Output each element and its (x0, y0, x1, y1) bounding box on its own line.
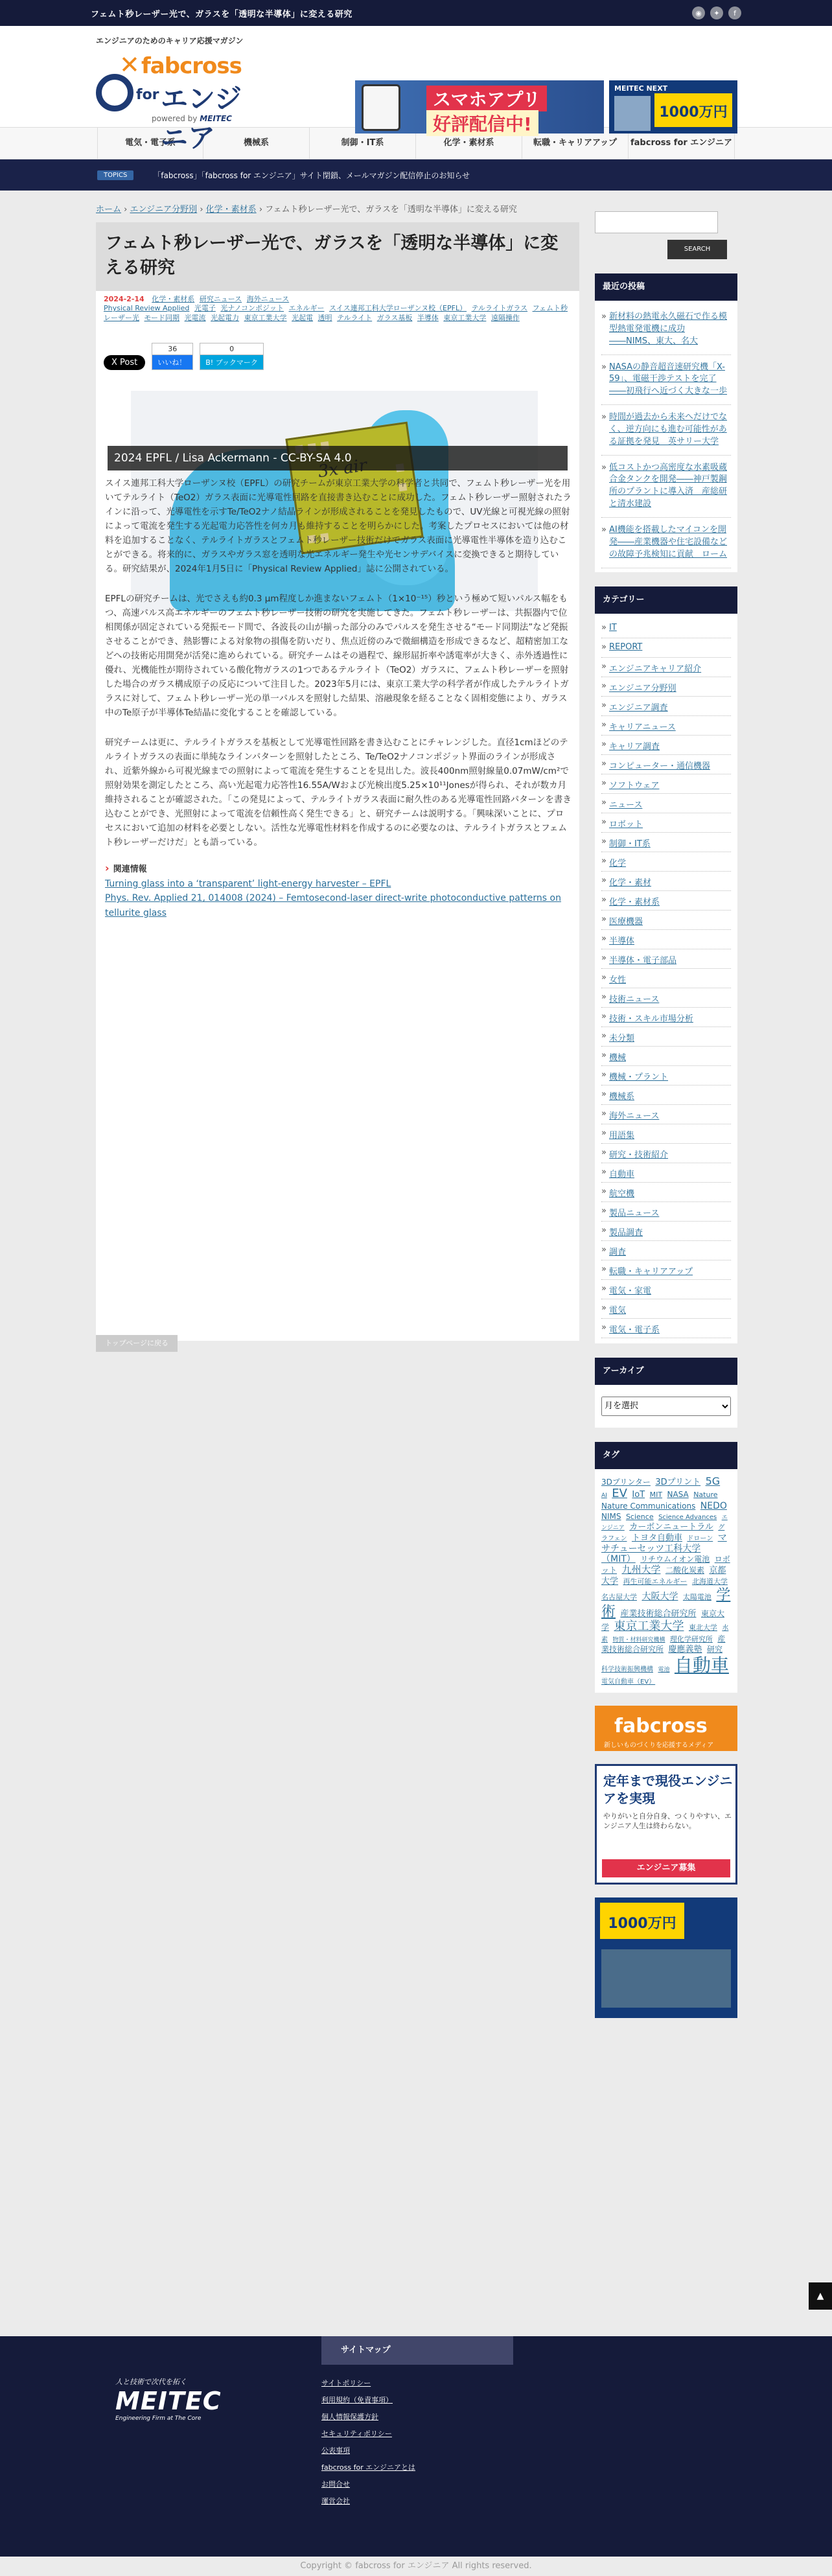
category-link[interactable]: 機械 (609, 1052, 627, 1063)
salary-ad[interactable] (595, 1897, 737, 2018)
list-item (601, 638, 731, 658)
search-input[interactable] (595, 211, 718, 233)
tag-link[interactable]: 科学技術振興機構 (601, 1665, 653, 1673)
category-link[interactable]: 調査 (609, 1247, 627, 1257)
paragraph: スイス連邦工科大学ローザンヌ校（EPFL）の研究チームが東京工業大学の科学者と共同で、フェムト秒レーザー光を用いてテルライト（TeO2）ガラス表面に光導電性回路を直接書き込むことに成功した。フェムト秒レーザー照射されたラインに沿って、光導電性を示すTe/TeO2ナノ結晶ラインが形成されることを発見したもので、UV光線と可視光線の照射によって電流を発生する光起電力応答性を何カ月も維持することを明らかにした。考案したプロセスにおいては他の材料を追加することなく、テルライトガラスとフェムト秒レーザー技術だけでガラス表面に光導電性半導体を造り込むことができる。将来的に、ガラスやガラス窓を透明な光エネルギー発生や光センサデバイスに変換できると期待している。研究結果が、2024年1月5日に「Physical Review Applied」誌に公開されている。 (105, 478, 572, 574)
tag-link[interactable]: 東北大学 (688, 1623, 717, 1632)
topics-ticker (0, 159, 832, 191)
footer-meitec: MEITEC (115, 2387, 222, 2415)
list-item (601, 456, 731, 518)
category-link[interactable]: ニュース (609, 800, 643, 810)
tag-link[interactable]: Science (625, 1513, 654, 1522)
tag-link[interactable]: 5G (705, 1474, 721, 1487)
category-link[interactable]: 海外ニュース (609, 1111, 660, 1121)
list-item (601, 1105, 731, 1124)
list-item (601, 1241, 731, 1260)
list-item (601, 891, 731, 911)
tag-link[interactable]: 3Dプリント (655, 1477, 701, 1487)
footer-link[interactable]: セキュリティポリシー (321, 2430, 392, 2438)
category-link[interactable]: 研究・技術紹介 (609, 1150, 669, 1160)
logo-for: for (136, 87, 159, 103)
category-link[interactable]: 機械・プラント (609, 1072, 669, 1082)
tag-link[interactable]: 産業技術総合研究所 (620, 1608, 697, 1619)
breadcrumb-current: フェムト秒レーザー光で、ガラスを「透明な半導体」に変える研究 (265, 205, 517, 215)
sitemap-heading: サイトマップ (321, 2336, 513, 2365)
logo-engineer: エンジニア (161, 83, 242, 154)
tag-link[interactable]: 東京大学 (601, 1608, 724, 1632)
tag-link[interactable]: 自動車 (674, 1654, 729, 1676)
category-link[interactable]: 制御・IT系 (609, 839, 651, 849)
list-item (601, 930, 731, 949)
topics-badge: TOPICS (97, 170, 133, 180)
list-item (601, 1027, 731, 1047)
list-item (601, 988, 731, 1008)
post-meta (96, 291, 579, 328)
search-button[interactable]: SEARCH (667, 240, 727, 259)
list-item (601, 813, 731, 833)
tag-link[interactable]: Nature Communications (601, 1502, 696, 1511)
tag-link[interactable]: Science Advances (658, 1514, 717, 1522)
rss-icon[interactable]: ◉ (692, 6, 705, 19)
category-link[interactable]: エンジニア分野別 (609, 683, 676, 693)
tag-link[interactable]: NASA (667, 1490, 689, 1500)
tag-link[interactable]: テルライト (337, 314, 373, 323)
tag-link[interactable]: 電池 (658, 1666, 670, 1673)
tag-link[interactable]: 九州大学 (621, 1564, 661, 1576)
tag-link[interactable]: カーボンニュートラル (629, 1522, 713, 1533)
category-link[interactable]: キャリア調査 (609, 741, 660, 752)
post-date: 2024-2-14 (104, 294, 144, 303)
tag-link[interactable]: 京都大学 (601, 1566, 726, 1587)
salary-ad-amount: 1000万円 (600, 1903, 684, 1939)
category-link[interactable]: 電気・電子系 (609, 1325, 660, 1335)
category-link[interactable]: 未分類 (609, 1033, 635, 1043)
archive-widget (595, 1385, 737, 1428)
list-item (601, 949, 731, 969)
tag-link[interactable]: グラフェン (601, 1524, 725, 1543)
category-link[interactable]: 医療機器 (609, 916, 643, 927)
footer-slogan: 人と技術で次代を拓く (115, 2378, 187, 2386)
recent-post-link[interactable]: 時間が過去から未来へだけでなく、逆方向にも進む可能性がある証拠を発見 英サリー大学 (609, 412, 728, 447)
category-list (595, 614, 737, 1343)
list-item (601, 1299, 731, 1319)
tag-link[interactable]: Physical Review Applied (104, 304, 190, 313)
tag-link[interactable]: 光起電 (292, 314, 314, 323)
tag-link[interactable]: Nature (693, 1491, 718, 1500)
tag-link[interactable]: 東京工業大学 (443, 314, 487, 323)
tag-link[interactable]: ガラス基板 (376, 314, 413, 323)
tag-link[interactable]: 水素 (601, 1624, 729, 1643)
tag-link[interactable]: 物質・材料研究機構 (612, 1636, 665, 1643)
tag-list (104, 304, 572, 323)
facebook-like-button[interactable]: いいね！ (152, 355, 192, 369)
tag-link[interactable]: 電気自動車（EV） (601, 1678, 656, 1686)
fabcross-ad-sub: 新しいものづくりを応援するメディア (604, 1741, 714, 1749)
logo-meitec: MEITEC (200, 114, 232, 123)
list-item (601, 755, 731, 774)
tag-link[interactable]: 太陽電池 (682, 1593, 711, 1602)
top-bar-title: フェムト秒レーザー光で、ガラスを「透明な半導体」に変える研究 (91, 9, 352, 19)
category-link[interactable]: エンジニア調査 (609, 702, 668, 713)
list-item (601, 1163, 731, 1183)
category-link[interactable]: 半導体 (609, 936, 635, 946)
category-link[interactable]: 電気 (609, 1305, 627, 1316)
list-item (601, 1008, 731, 1027)
breadcrumb-sep: › (124, 205, 128, 215)
breadcrumb-field[interactable]: エンジニア分野別 (130, 205, 198, 215)
meitec-next-banner[interactable] (609, 80, 737, 133)
breadcrumb (96, 202, 579, 215)
logo-cross: cross (179, 53, 242, 79)
top-bar (0, 0, 832, 26)
category-link[interactable]: 航空機 (609, 1189, 635, 1199)
related-heading: › 関連情報 (105, 860, 572, 877)
list-item (601, 677, 731, 697)
category-link[interactable]: ロボット (609, 819, 643, 830)
app-banner[interactable] (355, 80, 604, 133)
category-link[interactable]: 自動車 (609, 1169, 635, 1179)
category-link[interactable]: ソフトウェア (609, 780, 660, 791)
list-item (601, 1280, 731, 1299)
recruit-ad-title: 定年まで現役エンジニアを実現 (603, 1772, 733, 1806)
page-title: フェムト秒レーザー光で、ガラスを「透明な半導体」に変える研究 (105, 233, 559, 278)
hatena-bookmark-button[interactable]: B! ブックマーク (200, 355, 263, 369)
category-link[interactable]: 化学・素材 (609, 877, 652, 888)
paragraph: 研究チームは更に、テルライトガラスを基板として光導電性回路を書き込むことにチャレンジした。直径1cmほどのテルライトガラスの表面に単純なラインパターンを照射したところ、Te/TeO2ナノコンポジット界面のラインが形成され、近紫外線から可視光線までの照射によって電流を発生することを見出した。波長400nm照射線量0.07mW/cm²で照射効果を測定したところ、高い光起電力応答性16.55A/Wおよび光検出度5.25×10¹¹Jonesが得られ、それが数カ月維持されることが確認された。「この発見によって、テルライトガラス表面に耐久性のある光導電性回路パターンを書き込むことができ、光照射によって電流を信頼性高く発生できる」と、研究チームは説明する。「興味深いことに、プロセスにおいて追加の材料を必要としない。活性な光導電性材料を作成するのに必要なのは、テルライトガラスとフェムト秒レーザーだけだ」とも語っている。 (105, 737, 572, 848)
tag-link[interactable]: 東京工業大学 (614, 1619, 684, 1633)
list-item (601, 872, 731, 891)
recruit-ad-button: エンジニア募集 (602, 1859, 730, 1877)
category-link[interactable]: 転職・キャリアアップ (609, 1266, 693, 1277)
tag-link[interactable]: フェムト秒レーザー光 (104, 304, 568, 323)
list-item (601, 774, 731, 794)
tag-link[interactable]: 研究 (706, 1644, 722, 1654)
tag-link[interactable]: 光電流 (184, 314, 206, 323)
category-link[interactable]: 機械系 (609, 1091, 635, 1102)
recent-posts-heading: 最近の投稿 (595, 273, 737, 301)
list-item (601, 1085, 731, 1105)
nav-item-chemistry[interactable]: 化学・素材系 (416, 128, 522, 159)
category-link[interactable]: 女性 (609, 975, 627, 985)
category-link[interactable]: 技術ニュース (609, 994, 660, 1004)
list-item (601, 518, 731, 568)
site-footer (0, 2336, 832, 2557)
breadcrumb-home[interactable]: ホーム (96, 205, 122, 215)
category-link[interactable]: 電気・家電 (609, 1286, 652, 1296)
list-item (601, 1222, 731, 1241)
category-link[interactable]: 用語集 (609, 1130, 635, 1141)
fabcross-ad-title: fabcross (614, 1714, 708, 1737)
tag-link[interactable]: スイス連邦工科大学ローザンヌ校（EPFL） (329, 304, 467, 313)
footer-logo[interactable] (115, 2376, 222, 2422)
cross-icon: ✕ (119, 51, 140, 79)
archive-heading: アーカイブ (595, 1358, 737, 1385)
category-link[interactable]: 製品調査 (609, 1227, 643, 1238)
category-link[interactable]: コンピューター・通信機器 (609, 761, 711, 771)
footer-link[interactable]: 公表事項 (321, 2446, 350, 2455)
sidebar (595, 211, 737, 2018)
list-item (601, 1260, 731, 1280)
category-link[interactable]: キャリアニュース (609, 722, 676, 732)
x-post-button[interactable]: X Post (104, 355, 145, 370)
category-link[interactable]: 化学 (609, 858, 627, 868)
hatena-bookmark-widget (200, 343, 264, 370)
category-link[interactable]: 研究ニュース (199, 294, 242, 303)
facebook-like-widget (152, 343, 193, 370)
recent-posts (595, 301, 737, 572)
category-link[interactable]: 化学・素材系 (609, 897, 660, 907)
category-link[interactable]: 化学・素材系 (152, 294, 195, 303)
footer-link[interactable]: 利用規約（免責事項） (321, 2396, 393, 2404)
category-link[interactable]: 製品ニュース (609, 1208, 660, 1218)
bookmark-count: 0 (200, 343, 263, 355)
breadcrumb-sep: › (259, 205, 263, 215)
archive-select[interactable] (601, 1397, 731, 1416)
tag-link[interactable]: IoT (632, 1490, 645, 1500)
logo-tagline: エンジニアのためのキャリア応援マガジン (96, 36, 244, 45)
related-link[interactable]: Phys. Rev. Applied 21, 014008 (2024) – Femtosecond-laser direct-write photoconductive patterns on tellurite glass (105, 893, 561, 918)
article-body (105, 476, 572, 920)
tag-link[interactable]: マサチューセッツ工科大学（MIT） (601, 1533, 727, 1565)
nav-item-electric[interactable]: 電気・電子系 (97, 128, 203, 159)
list-item (601, 911, 731, 930)
tag-link[interactable]: 光起電力 (211, 314, 240, 323)
topics-text[interactable]: 「fabcross」「fabcross for エンジニア」サイト閉鎖、メールマガジン配信停止のお知らせ (153, 170, 470, 180)
recent-post-link[interactable]: 低コストかつ高密度な水素吸蔵合金タンクを開発――神戸製鋼所のプラントに導入済 産総研と清水建設 (609, 462, 728, 509)
related-link[interactable]: Turning glass into a ‘transparent’ light-energy harvester – EPFL (105, 879, 391, 890)
tag-link[interactable]: ドローン (687, 1535, 713, 1543)
tag-link[interactable]: 3Dプリンター (601, 1477, 651, 1487)
recruit-ad[interactable] (595, 1764, 737, 1885)
tag-link[interactable]: NEDO (700, 1501, 727, 1512)
category-link[interactable]: 半導体・電子部品 (609, 955, 677, 966)
paragraph: EPFLの研究チームは、光でさえも約0.3 μm程度しか進まないフェムト（1×10⁻¹⁵）秒という極めて短いパルス幅をもつ、高速パルス高エネルギーのフェムト秒レーザー技術の研究を実施してきた。フェムト秒レーザーは、共振器内で位相関係が固定されている発振モード間で、各波長の山が揃った部分のみでパルスを発生させる“モード同期法”など発振させることができ、熱影響による対象物の損傷を防いだり、焦点近傍のみで微細構造を形成できるなど、超精密加工などへの技術応用開発が活発に進められている。研究チームはその過程で、線形屈折率や誘電率が大きく、赤外透過性に優れ、光機能性が期待されている酸化物ガラスの1つであるテルライト（TeO2）ガラスに、フェムト秒レーザーを照射した場合のガラス構成原子の反応について注目した。2023年5月には、東京工業大学の科学者が作成したテルライトガラスに対して、フェムト秒レーザー光の単一パルスを照射した結果、溶融現象を経ることなく固相変態により、ガラス中のTe原子が半導体Te結晶に変化することを確認している。 (105, 594, 569, 718)
list-item (601, 1183, 731, 1202)
list-item (601, 355, 731, 406)
facebook-icon[interactable]: f (728, 6, 741, 19)
tag-link[interactable]: 理化学研究所 (669, 1634, 713, 1643)
nav-item-career[interactable]: 転職・キャリアアップ (522, 128, 629, 159)
recent-post-link[interactable]: 新材料の熱電永久磁石で作る模型熱電発電機に成功――NIMS、東大、名大 (609, 312, 728, 346)
tag-link[interactable]: エネルギー (288, 304, 325, 313)
breadcrumb-chemistry[interactable]: 化学・素材系 (205, 205, 257, 215)
nav-item-control-it[interactable]: 制御・IT系 (310, 128, 416, 159)
list-item (601, 1144, 731, 1163)
tag-link[interactable]: ロボット (601, 1555, 730, 1575)
list-item (601, 658, 731, 677)
list-item (601, 697, 731, 716)
recent-post-link[interactable]: AI機能を搭載したマイコンを開発――産業機器や住宅設備などの故障予兆検知に貢献 ローム (609, 524, 728, 559)
logo-powered: powered by (152, 114, 198, 123)
tag-link[interactable]: テルライトガラス (471, 304, 528, 313)
tag-link[interactable]: 学術 (601, 1587, 731, 1620)
tag-link[interactable]: 名古屋大学 (601, 1593, 637, 1602)
tag-link[interactable]: EV (612, 1487, 627, 1501)
app-banner-line1: スマホアプリ (426, 86, 547, 111)
tags-heading: タグ (595, 1442, 737, 1469)
meitec-next-label: MEITEC NEXT (614, 84, 668, 93)
list-item (601, 305, 731, 355)
list-item (601, 1047, 731, 1066)
back-to-home-button[interactable]: トップページに戻る (96, 1335, 178, 1352)
tag-link[interactable]: エンジニア (601, 1514, 728, 1532)
footer-link[interactable]: 運営会社 (321, 2497, 350, 2505)
title-box (96, 222, 579, 291)
list-item (601, 716, 731, 736)
article (96, 222, 579, 1341)
tag-link[interactable]: 再生可能エネルギー (623, 1577, 688, 1586)
tag-link[interactable]: トヨタ自動車 (631, 1533, 682, 1544)
category-heading: カテゴリー (595, 586, 737, 614)
list-item (601, 794, 731, 813)
logo-fab: fab (141, 53, 180, 79)
image-caption: 2024 EPFL / Lisa Ackermann - CC-BY-SA 4.0 (108, 446, 568, 470)
list-item (601, 833, 731, 852)
breadcrumb-sep: › (200, 205, 203, 215)
list-item (601, 852, 731, 872)
tag-link[interactable]: 遠隔操作 (491, 314, 520, 323)
list-item (601, 1319, 731, 1338)
tag-link[interactable]: 二酸化炭素 (665, 1566, 704, 1575)
list-item (601, 1124, 731, 1144)
person-image (601, 1949, 731, 2008)
sitemap-links (321, 2378, 415, 2512)
category-link[interactable]: REPORT (609, 642, 643, 652)
tag-link[interactable]: 東京工業大学 (244, 314, 287, 323)
footer-eng: Engineering Firm at The Core (115, 2415, 202, 2422)
phone-icon (362, 84, 400, 131)
like-count: 36 (152, 343, 192, 355)
footer-link[interactable]: お問合せ (321, 2480, 350, 2489)
list-item (601, 969, 731, 988)
tag-link[interactable]: 大阪大学 (641, 1592, 678, 1603)
category-link[interactable]: エンジニアキャリア紹介 (609, 664, 702, 674)
category-link[interactable]: 海外ニュース (246, 294, 290, 303)
app-banner-line2: 好評配信中! (426, 110, 538, 136)
tag-link[interactable]: 産業技術総合研究所 (601, 1634, 726, 1654)
scroll-top-button[interactable]: ▲ (809, 2282, 832, 2310)
copyright: Copyright © fabcross for エンジニア All rights reserved. (0, 2557, 832, 2576)
tag-link[interactable]: モード同期 (144, 314, 180, 323)
share-buttons (96, 327, 579, 370)
tag-link[interactable]: NIMS (601, 1512, 621, 1522)
social-icons (692, 6, 741, 19)
footer-link[interactable]: 個人情報保護方針 (321, 2413, 378, 2421)
recent-post-link[interactable]: NASAの静音超音速研究機「X-59」、電磁干渉テストを完了――初飛行へ近づく大きな一歩 (609, 362, 728, 397)
tag-link[interactable]: AI (601, 1492, 607, 1500)
nav-item-mechanical[interactable]: 機械系 (203, 128, 310, 159)
category-link[interactable]: 技術・スキル市場分析 (609, 1014, 693, 1024)
main-content (96, 202, 579, 1341)
list-item (601, 1202, 731, 1222)
tag-link[interactable]: 北海道大学 (691, 1577, 728, 1586)
tag-cloud (595, 1469, 737, 1693)
list-item (601, 1066, 731, 1085)
list-item (601, 619, 731, 638)
tag-link[interactable]: MIT (649, 1491, 663, 1500)
category-link[interactable]: IT (609, 622, 617, 632)
person-image (614, 96, 651, 131)
nav-item-about[interactable]: fabcross for エンジニア (629, 128, 735, 159)
tag-link[interactable]: 半導体 (417, 314, 439, 323)
tag-link[interactable]: 透明 (318, 314, 332, 323)
recruit-ad-text: やりがいと自分自身、つくりやすい、エンジニア人生は終わらない。 (603, 1811, 732, 1831)
tag-link[interactable]: 光ナノコンポジット (220, 304, 284, 313)
tag-link[interactable]: 光電子 (194, 304, 216, 313)
tag-link[interactable]: 慶應義塾 (668, 1644, 702, 1654)
tag-link[interactable]: リチウムイオン電池 (640, 1555, 710, 1564)
list-item (601, 405, 731, 456)
list-item (601, 736, 731, 755)
footer-link[interactable]: サイトポリシー (321, 2379, 371, 2387)
salary-label: 1000万円 (654, 93, 732, 127)
gear-icon (96, 74, 133, 111)
footer-link[interactable]: fabcross for エンジニアとは (321, 2463, 415, 2472)
twitter-icon[interactable]: ✦ (710, 6, 723, 19)
fabcross-ad[interactable] (595, 1706, 737, 1751)
